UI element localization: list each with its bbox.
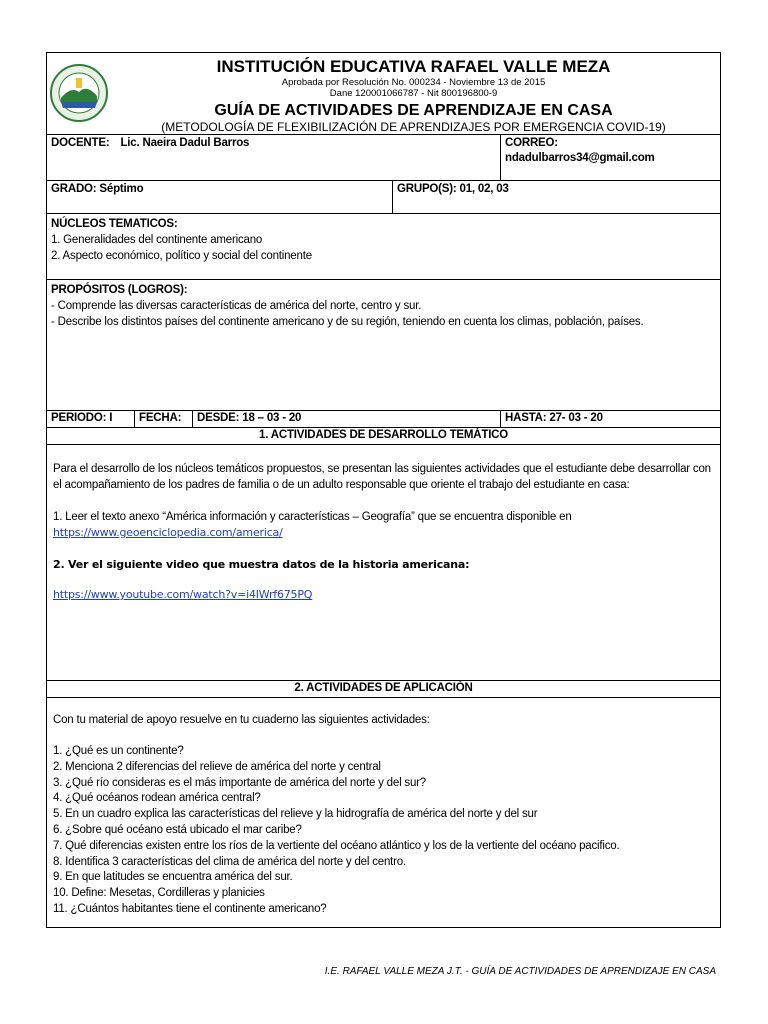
section2-content-cell <box>47 698 721 928</box>
guide-title: GUÍA DE ACTIVIDADES DE APRENDIZAJE EN CASA <box>214 102 613 119</box>
docente-label: DOCENTE: <box>51 137 110 149</box>
activity-item: 10. Define: Mesetas, Cordilleras y planicies <box>53 887 265 900</box>
nucleos-label: NÚCLEOS TEMATICOS: <box>51 218 178 230</box>
propositos-cell <box>47 280 721 411</box>
activity-item: 11. ¿Cuántos habitantes tiene el continente americano? <box>53 902 327 915</box>
docente-cell <box>47 135 501 181</box>
proposito-item-2: - Describe los distintos países del continente americano y de su región, teniendo en cuenta los climas, población, países. <box>51 316 644 328</box>
activity-item: 2. Menciona 2 diferencias del relieve de américa del norte y central <box>53 760 381 773</box>
activity-item: 5. En un cuadro explica las características del relieve y la hidrografía de américa del norte y del sur <box>53 808 538 821</box>
activity-item: 4. ¿Qué océanos rodean américa central? <box>53 792 261 805</box>
institution-name: INSTITUCIÓN EDUCATIVA RAFAEL VALLE MEZA <box>216 57 611 76</box>
section1-title-cell <box>47 428 721 445</box>
email-cell <box>501 135 721 181</box>
email-label: CORREO: <box>505 137 558 149</box>
desde-cell <box>193 411 501 428</box>
hasta-cell <box>501 411 721 428</box>
grado-cell <box>47 181 393 214</box>
grado-label: GRADO: Séptimo <box>51 183 144 195</box>
grupo-cell <box>393 181 721 214</box>
propositos-label: PROPÓSITOS (LOGROS): <box>51 284 188 296</box>
section2-intro: Con tu material de apoyo resuelve en tu cuaderno las siguientes actividades: <box>53 714 430 726</box>
document-page <box>46 52 720 928</box>
proposito-item-1: - Comprende las diversas características de américa del norte, centro y sur. <box>51 300 422 312</box>
nucleo-item-1: 1. Generalidades del continente americano <box>51 234 263 246</box>
activity-list <box>53 744 714 918</box>
methodology-text: (METODOLOGÍA DE FLEXIBILIZACIÓN DE APRENDIZAJES POR EMERGENCIA COVID-19) <box>161 120 666 134</box>
email-value: ndadulbarros34@gmail.com <box>505 152 655 164</box>
dane-text: Dane 120001066787 - Nit 800196800-9 <box>329 88 498 99</box>
activity-item: 1. ¿Qué es un continente? <box>53 745 184 757</box>
section1-item-2: 2. Ver el siguiente video que muestra datos de la historia americana: <box>53 558 470 571</box>
section1-item-1: 1. Leer el texto anexo “América información y características – Geografía” que se encuentra disponible en <box>53 511 572 523</box>
section1-content-cell <box>47 445 721 681</box>
activity-guide-table <box>46 52 721 928</box>
section2-title-cell <box>47 681 721 698</box>
approval-text: Aprobada por Resolución No. 000234 - Noviembre 13 de 2015 <box>281 77 546 88</box>
periodo-cell <box>47 411 135 428</box>
periodo-label: PERIODO: I <box>51 412 113 424</box>
activity-item: 6. ¿Sobre qué océano está ubicado el mar caribe? <box>53 823 302 836</box>
section2-title: 2. ACTIVIDADES DE APLICACIÓN <box>294 682 473 694</box>
activity-item: 3. ¿Qué río consideras es el más importante de américa del norte y del sur? <box>53 776 426 789</box>
nucleos-cell <box>47 214 721 280</box>
activity-item: 7. Qué diferencias existen entre los ríos de la vertiente del océano atlántico y los de la vertiente del océano pacifico. <box>53 839 620 852</box>
desde-label: DESDE: 18 – 03 - 20 <box>197 412 302 424</box>
activity-item: 8. Identifica 3 características del clima de américa del norte y del centro. <box>53 855 406 868</box>
nucleo-item-2: 2. Aspecto económico, político y social del continente <box>51 250 312 262</box>
section1-intro: Para el desarrollo de los núcleos temáticos propuestos, se presentan las siguientes actividades que el estudiante debe desarrollar con el acompañamiento de los padres de familia o de un adulto responsable que oriente el trabajo del estudiante en casa: <box>53 463 711 491</box>
grupo-label: GRUPO(S): 01, 02, 03 <box>397 183 509 195</box>
fecha-label: FECHA: <box>139 412 182 424</box>
youtube-link[interactable]: https://www.youtube.com/watch?v=i4IWrf675PQ <box>53 588 313 601</box>
docente-value: Lic. Naeira Dadul Barros <box>120 137 250 149</box>
header-cell <box>47 53 721 135</box>
page-footer: I.E. RAFAEL VALLE MEZA J.T. - GUÍA DE ACTIVIDADES DE APRENDIZAJE EN CASA <box>324 966 716 977</box>
hasta-label: HASTA: 27- 03 - 20 <box>505 412 603 424</box>
fecha-cell <box>135 411 193 428</box>
geoenciclopedia-link[interactable]: https://www.geoenciclopedia.com/america/ <box>53 526 283 539</box>
activity-item: 9. En que latitudes se encuentra américa del sur. <box>53 871 293 884</box>
institution-logo-icon <box>49 58 109 128</box>
section1-title: 1. ACTIVIDADES DE DESARROLLO TEMÁTICO <box>259 429 509 441</box>
